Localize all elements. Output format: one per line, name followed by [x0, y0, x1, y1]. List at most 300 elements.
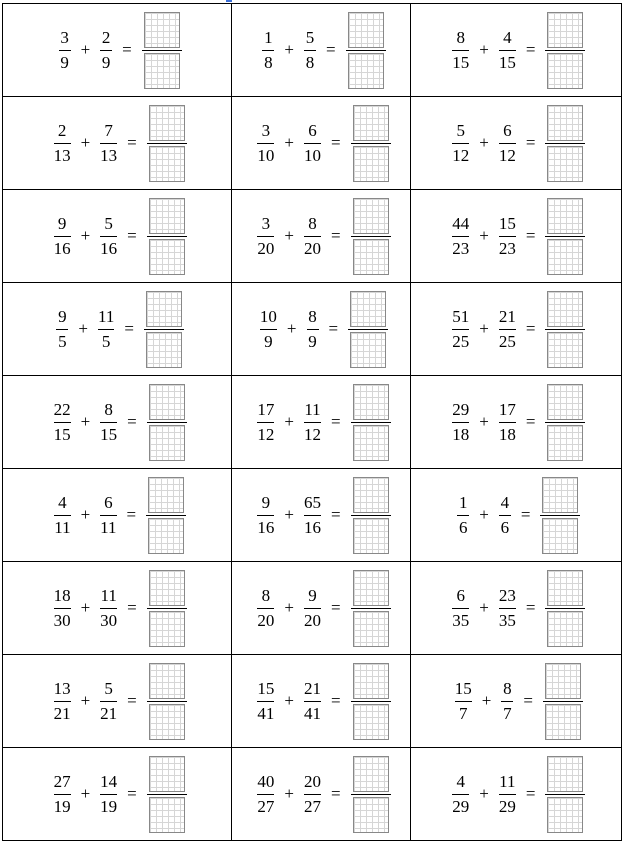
- answer-numerator-box[interactable]: [353, 663, 389, 699]
- numerator: 65: [304, 492, 321, 512]
- answer-denominator-box[interactable]: [149, 797, 185, 833]
- answer-fraction-bar: [348, 329, 388, 330]
- denominator: 7: [458, 703, 468, 723]
- worksheet-row: [3, 562, 622, 655]
- equals-sign: =: [525, 784, 536, 803]
- second-fraction: [100, 121, 117, 166]
- answer-fraction: [346, 12, 386, 89]
- addition-expression: [446, 756, 585, 833]
- answer-numerator-box[interactable]: [547, 384, 583, 420]
- second-fraction: [499, 772, 516, 817]
- fraction-worksheet-table: [2, 3, 622, 841]
- second-fraction: [499, 307, 516, 352]
- first-fraction: [452, 307, 469, 352]
- plus-sign: +: [284, 226, 294, 245]
- fraction-bar: [501, 701, 513, 702]
- answer-fraction: [545, 198, 585, 275]
- problem-cell: [232, 748, 410, 841]
- addition-expression: [251, 198, 390, 275]
- numerator: 5: [305, 27, 315, 47]
- problem-cell: [232, 469, 410, 562]
- answer-denominator-box[interactable]: [353, 518, 389, 554]
- fraction-bar: [54, 701, 71, 702]
- fraction-bar: [304, 422, 321, 423]
- fraction-bar: [54, 515, 70, 516]
- plus-sign: +: [80, 133, 91, 152]
- answer-denominator-box[interactable]: [148, 518, 184, 554]
- plus-sign: +: [80, 691, 91, 710]
- answer-numerator-box[interactable]: [149, 105, 185, 141]
- numerator: 6: [503, 120, 512, 140]
- equals-sign: =: [328, 319, 339, 338]
- problem-cell: [232, 376, 410, 469]
- worksheet-row: [3, 469, 622, 562]
- numerator: 11: [499, 771, 516, 791]
- addition-expression: [446, 570, 585, 647]
- numerator: 8: [104, 399, 113, 419]
- answer-denominator-box[interactable]: [348, 53, 384, 89]
- answer-fraction: [147, 384, 187, 461]
- denominator: 23: [452, 238, 470, 258]
- equals-sign: =: [127, 784, 137, 803]
- answer-denominator-box[interactable]: [149, 704, 185, 740]
- problem-cell: [3, 97, 232, 190]
- second-fraction: [100, 493, 116, 538]
- answer-fraction: [351, 756, 391, 833]
- numerator: 15: [498, 213, 516, 233]
- answer-denominator-box[interactable]: [149, 425, 185, 461]
- denominator: 8: [305, 52, 315, 72]
- answer-fraction-bar: [545, 794, 585, 795]
- denominator: 9: [308, 331, 317, 351]
- plus-sign: +: [479, 784, 489, 803]
- denominator: 16: [53, 238, 71, 258]
- equals-sign: =: [331, 226, 341, 245]
- numerator: 4: [58, 492, 67, 512]
- answer-denominator-box[interactable]: [547, 797, 583, 833]
- denominator: 15: [452, 52, 470, 72]
- denominator: 5: [101, 331, 111, 351]
- denominator: 41: [304, 703, 321, 723]
- second-fraction: [304, 772, 321, 817]
- first-fraction: [262, 28, 274, 73]
- equals-sign: =: [520, 505, 531, 524]
- second-fraction: [304, 121, 321, 166]
- fraction-bar: [100, 50, 112, 51]
- answer-denominator-box[interactable]: [545, 704, 581, 740]
- answer-fraction: [146, 477, 186, 554]
- numerator: 1: [264, 27, 273, 47]
- denominator: 6: [500, 517, 510, 537]
- answer-fraction: [147, 105, 187, 182]
- answer-numerator-box[interactable]: [547, 105, 583, 141]
- numerator: 11: [97, 306, 115, 326]
- fraction-bar: [452, 608, 469, 609]
- first-fraction: [54, 679, 71, 724]
- problem-cell: [410, 748, 621, 841]
- denominator: 9: [60, 52, 69, 72]
- denominator: 8: [264, 52, 273, 72]
- fraction-bar: [499, 515, 511, 516]
- fraction-bar: [499, 143, 516, 144]
- fraction-bar: [100, 515, 116, 516]
- answer-fraction-bar: [142, 50, 182, 51]
- answer-denominator-box[interactable]: [542, 518, 578, 554]
- first-fraction: [452, 586, 469, 631]
- equals-sign: =: [525, 412, 536, 431]
- answer-numerator-box[interactable]: [547, 756, 583, 792]
- numerator: 13: [53, 678, 71, 698]
- plus-sign: +: [284, 505, 294, 524]
- first-fraction: [257, 772, 274, 817]
- answer-denominator-box[interactable]: [146, 332, 182, 368]
- problem-cell: [410, 655, 621, 748]
- answer-fraction: [144, 291, 184, 368]
- addition-expression: [451, 477, 580, 554]
- answer-numerator-box[interactable]: [350, 291, 386, 327]
- numerator: 51: [452, 306, 470, 326]
- numerator: 7: [104, 120, 113, 140]
- first-fraction: [54, 214, 71, 259]
- answer-fraction-bar: [543, 701, 583, 702]
- fraction-bar: [54, 794, 71, 795]
- worksheet-row: [3, 4, 622, 97]
- plus-sign: +: [284, 40, 294, 59]
- first-fraction: [455, 679, 472, 724]
- answer-numerator-box[interactable]: [353, 384, 389, 420]
- answer-denominator-box[interactable]: [353, 797, 389, 833]
- answer-fraction: [545, 756, 585, 833]
- answer-fraction-bar: [351, 422, 391, 423]
- answer-denominator-box[interactable]: [149, 239, 185, 275]
- answer-numerator-box[interactable]: [149, 570, 185, 606]
- numerator: 2: [57, 120, 67, 140]
- answer-numerator-box[interactable]: [348, 12, 384, 48]
- problem-cell: [232, 190, 410, 283]
- numerator: 4: [500, 492, 510, 512]
- answer-numerator-box[interactable]: [353, 105, 389, 141]
- second-fraction: [304, 586, 321, 631]
- answer-denominator-box[interactable]: [149, 146, 185, 182]
- plus-sign: +: [78, 319, 88, 338]
- answer-denominator-box[interactable]: [547, 239, 583, 275]
- answer-fraction-bar: [147, 794, 187, 795]
- second-fraction: [304, 400, 321, 445]
- answer-numerator-box[interactable]: [144, 12, 180, 48]
- fraction-bar: [499, 608, 516, 609]
- answer-fraction: [545, 384, 585, 461]
- answer-numerator-box[interactable]: [353, 756, 389, 792]
- fraction-bar: [257, 236, 274, 237]
- denominator: 12: [452, 145, 470, 165]
- numerator: 22: [53, 399, 71, 419]
- numerator: 17: [257, 399, 275, 419]
- answer-fraction: [545, 105, 585, 182]
- first-fraction: [54, 121, 71, 166]
- problem-cell: [410, 283, 621, 376]
- problem-cell: [3, 748, 232, 841]
- second-fraction: [98, 307, 114, 352]
- answer-fraction-bar: [545, 50, 585, 51]
- answer-fraction-bar: [147, 701, 187, 702]
- denominator: 11: [100, 517, 117, 537]
- answer-numerator-box[interactable]: [149, 384, 185, 420]
- second-fraction: [100, 586, 117, 631]
- fraction-bar: [100, 608, 117, 609]
- first-fraction: [54, 772, 71, 817]
- fraction-bar: [304, 50, 316, 51]
- worksheet-row: [3, 748, 622, 841]
- answer-denominator-box[interactable]: [144, 53, 180, 89]
- numerator: 18: [53, 585, 71, 605]
- addition-expression: [48, 384, 187, 461]
- second-fraction: [501, 679, 513, 724]
- answer-fraction: [351, 105, 391, 182]
- equals-sign: =: [122, 40, 132, 59]
- answer-fraction: [540, 477, 580, 554]
- second-fraction: [100, 28, 112, 73]
- problem-cell: [410, 4, 621, 97]
- denominator: 18: [498, 424, 516, 444]
- answer-denominator-box[interactable]: [353, 425, 389, 461]
- fraction-bar: [499, 50, 516, 51]
- addition-expression: [251, 384, 390, 461]
- addition-expression: [251, 663, 390, 740]
- problem-cell: [3, 376, 232, 469]
- denominator: 25: [452, 331, 470, 351]
- answer-numerator-box[interactable]: [149, 756, 185, 792]
- fraction-bar: [260, 329, 277, 330]
- denominator: 30: [53, 610, 71, 630]
- denominator: 10: [304, 145, 321, 165]
- fraction-bar: [100, 143, 117, 144]
- addition-expression: [48, 105, 187, 182]
- fraction-bar: [304, 794, 321, 795]
- plus-sign: +: [479, 505, 489, 524]
- second-fraction: [499, 214, 516, 259]
- answer-numerator-box[interactable]: [545, 663, 581, 699]
- fraction-bar: [257, 701, 274, 702]
- problem-cell: [410, 97, 621, 190]
- answer-fraction: [351, 384, 391, 461]
- answer-numerator-box[interactable]: [149, 663, 185, 699]
- answer-denominator-box[interactable]: [149, 611, 185, 647]
- first-fraction: [257, 214, 274, 259]
- answer-fraction-bar: [545, 608, 585, 609]
- denominator: 16: [100, 238, 118, 258]
- denominator: 5: [58, 331, 67, 351]
- second-fraction: [100, 772, 117, 817]
- answer-numerator-box[interactable]: [542, 477, 578, 513]
- answer-fraction-bar: [545, 143, 585, 144]
- numerator: 21: [304, 678, 321, 698]
- denominator: 20: [304, 610, 321, 630]
- problem-cell: [3, 655, 232, 748]
- fraction-bar: [452, 794, 469, 795]
- first-fraction: [452, 28, 469, 73]
- answer-numerator-box[interactable]: [353, 198, 389, 234]
- answer-fraction: [142, 12, 182, 89]
- answer-denominator-box[interactable]: [547, 611, 583, 647]
- answer-denominator-box[interactable]: [547, 146, 583, 182]
- answer-denominator-box[interactable]: [353, 704, 389, 740]
- worksheet-row: [3, 655, 622, 748]
- numerator: 5: [104, 213, 113, 233]
- problem-cell: [232, 97, 410, 190]
- answer-denominator-box[interactable]: [353, 146, 389, 182]
- first-fraction: [257, 493, 274, 538]
- denominator: 13: [53, 145, 71, 165]
- plus-sign: +: [284, 598, 294, 617]
- fraction-bar: [304, 515, 321, 516]
- equals-sign: =: [525, 598, 536, 617]
- fraction-bar: [307, 329, 319, 330]
- denominator: 9: [264, 331, 273, 351]
- answer-fraction-bar: [144, 329, 184, 330]
- answer-fraction: [147, 663, 187, 740]
- problem-cell: [410, 376, 621, 469]
- plus-sign: +: [286, 319, 297, 338]
- first-fraction: [54, 493, 70, 538]
- answer-denominator-box[interactable]: [547, 425, 583, 461]
- numerator: 40: [257, 771, 275, 791]
- plus-sign: +: [284, 412, 294, 431]
- answer-numerator-box[interactable]: [547, 12, 583, 48]
- addition-expression: [446, 198, 585, 275]
- answer-numerator-box[interactable]: [353, 570, 389, 606]
- answer-numerator-box[interactable]: [148, 477, 184, 513]
- first-fraction: [452, 400, 469, 445]
- numerator: 15: [454, 678, 472, 698]
- problem-cell: [3, 469, 232, 562]
- answer-denominator-box[interactable]: [547, 332, 583, 368]
- problem-cell: [410, 190, 621, 283]
- numerator: 4: [456, 771, 465, 791]
- addition-expression: [254, 291, 388, 368]
- answer-numerator-box[interactable]: [146, 291, 182, 327]
- answer-fraction-bar: [545, 236, 585, 237]
- plus-sign: +: [284, 691, 294, 710]
- numerator: 27: [53, 771, 71, 791]
- fraction-bar: [304, 701, 321, 702]
- answer-fraction-bar: [351, 515, 391, 516]
- answer-fraction-bar: [540, 515, 580, 516]
- answer-numerator-box[interactable]: [547, 198, 583, 234]
- numerator: 20: [304, 771, 321, 791]
- second-fraction: [304, 493, 321, 538]
- answer-numerator-box[interactable]: [547, 291, 583, 327]
- problem-cell: [410, 562, 621, 655]
- first-fraction: [56, 307, 68, 352]
- addition-expression: [48, 570, 187, 647]
- addition-expression: [251, 570, 390, 647]
- fraction-bar: [100, 794, 117, 795]
- fraction-bar: [499, 236, 516, 237]
- addition-expression: [446, 12, 585, 89]
- numerator: 14: [100, 771, 118, 791]
- answer-numerator-box[interactable]: [547, 570, 583, 606]
- equals-sign: =: [331, 505, 341, 524]
- denominator: 35: [452, 610, 470, 630]
- numerator: 9: [57, 213, 67, 233]
- numerator: 21: [498, 306, 516, 326]
- answer-fraction-bar: [147, 143, 187, 144]
- numerator: 8: [308, 213, 317, 233]
- fraction-bar: [499, 422, 516, 423]
- first-fraction: [257, 121, 274, 166]
- denominator: 15: [53, 424, 71, 444]
- addition-expression: [48, 756, 187, 833]
- worksheet-row: [3, 376, 622, 469]
- numerator: 10: [259, 306, 277, 326]
- answer-fraction-bar: [346, 50, 386, 51]
- answer-numerator-box[interactable]: [353, 477, 389, 513]
- addition-expression: [446, 291, 585, 368]
- fraction-bar: [452, 329, 469, 330]
- plus-sign: +: [479, 598, 489, 617]
- fraction-bar: [452, 422, 469, 423]
- numerator: 1: [458, 492, 468, 512]
- fraction-bar: [54, 143, 71, 144]
- denominator: 16: [257, 517, 275, 537]
- denominator: 21: [53, 703, 71, 723]
- answer-denominator-box[interactable]: [547, 53, 583, 89]
- problem-cell: [3, 283, 232, 376]
- answer-denominator-box[interactable]: [353, 239, 389, 275]
- plus-sign: +: [479, 40, 489, 59]
- equals-sign: =: [525, 319, 536, 338]
- worksheet-row: [3, 283, 622, 376]
- denominator: 29: [498, 796, 516, 816]
- numerator: 6: [456, 585, 465, 605]
- answer-fraction-bar: [351, 236, 391, 237]
- denominator: 9: [101, 52, 111, 72]
- problem-cell: [232, 655, 410, 748]
- first-fraction: [257, 586, 274, 631]
- numerator: 23: [498, 585, 516, 605]
- answer-denominator-box[interactable]: [353, 611, 389, 647]
- answer-fraction-bar: [545, 422, 585, 423]
- problem-cell: [3, 562, 232, 655]
- second-fraction: [499, 586, 516, 631]
- first-fraction: [260, 307, 277, 352]
- addition-expression: [251, 756, 390, 833]
- denominator: 20: [304, 238, 321, 258]
- problem-cell: [410, 469, 621, 562]
- denominator: 27: [257, 796, 275, 816]
- equals-sign: =: [331, 133, 341, 152]
- equals-sign: =: [127, 598, 137, 617]
- fraction-bar: [257, 608, 274, 609]
- denominator: 12: [498, 145, 516, 165]
- answer-numerator-box[interactable]: [149, 198, 185, 234]
- answer-fraction: [147, 570, 187, 647]
- answer-fraction: [351, 477, 391, 554]
- problem-cell: [3, 4, 232, 97]
- answer-fraction: [147, 756, 187, 833]
- second-fraction: [100, 679, 117, 724]
- addition-expression: [48, 477, 186, 554]
- answer-fraction-bar: [147, 236, 187, 237]
- equals-sign: =: [127, 412, 137, 431]
- numerator: 5: [456, 120, 465, 140]
- answer-denominator-box[interactable]: [350, 332, 386, 368]
- first-fraction: [452, 121, 469, 166]
- second-fraction: [100, 400, 117, 445]
- fraction-bar: [100, 701, 117, 702]
- denominator: 29: [452, 796, 470, 816]
- denominator: 13: [100, 145, 118, 165]
